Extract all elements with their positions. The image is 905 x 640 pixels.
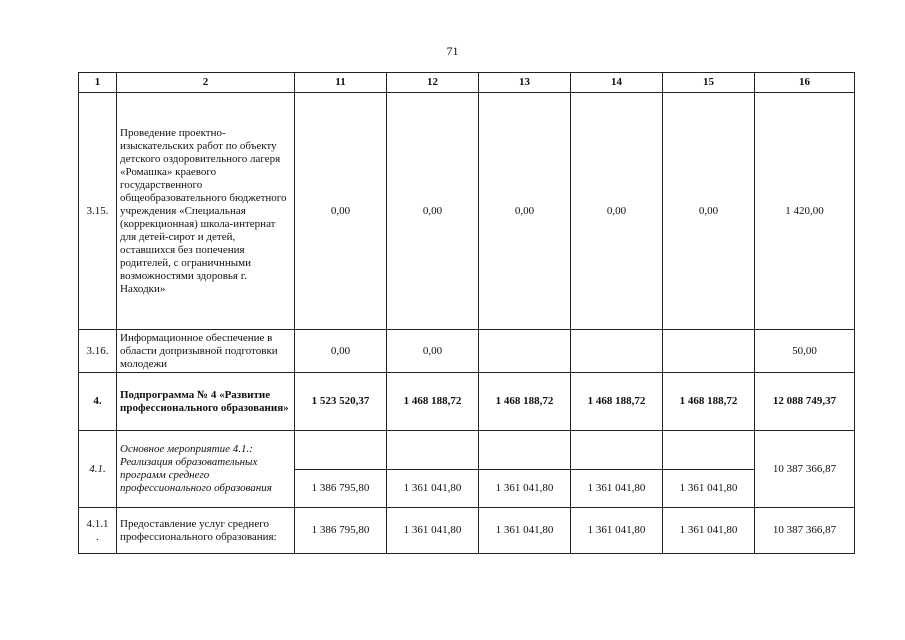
row-number-suffix: . xyxy=(96,530,99,543)
header-col-2: 2 xyxy=(117,73,295,93)
header-col-15: 15 xyxy=(663,73,755,93)
cell-col-14: 1 361 041,80 xyxy=(571,470,663,508)
table-row xyxy=(79,330,855,373)
header-col-11: 11 xyxy=(295,73,387,93)
header-col-16: 16 xyxy=(755,73,855,93)
cell-col-15: 0,00 xyxy=(663,93,755,330)
cell-empty xyxy=(663,431,755,470)
budget-table xyxy=(78,72,855,554)
cell-col-15: 1 361 041,80 xyxy=(663,470,755,508)
cell-col-12: 0,00 xyxy=(387,330,479,373)
cell-col-11: 1 523 520,37 xyxy=(295,373,387,431)
table-row xyxy=(79,93,855,330)
table-row xyxy=(79,431,855,470)
table-row xyxy=(79,508,855,554)
cell-col-12: 1 361 041,80 xyxy=(387,508,479,554)
cell-col-13: 0,00 xyxy=(479,93,571,330)
cell-col-11: 0,00 xyxy=(295,93,387,330)
cell-col-16: 12 088 749,37 xyxy=(755,373,855,431)
cell-col-14: 0,00 xyxy=(571,93,663,330)
cell-col-16: 1 420,00 xyxy=(755,93,855,330)
cell-col-14 xyxy=(571,330,663,373)
row-name: Информационное обеспечение в области допризывной подготовки молодежи xyxy=(117,330,295,373)
cell-col-12: 1 468 188,72 xyxy=(387,373,479,431)
row-name: Подпрограмма № 4 «Развитие профессионального образования» xyxy=(117,373,295,431)
row-name: Предоставление услуг среднего профессионального образования: xyxy=(117,508,295,554)
cell-col-14: 1 361 041,80 xyxy=(571,508,663,554)
row-number: 3.16. xyxy=(79,330,117,373)
header-row xyxy=(79,73,855,93)
cell-col-16: 10 387 366,87 xyxy=(755,431,855,508)
cell-col-13 xyxy=(479,330,571,373)
cell-col-13: 1 361 041,80 xyxy=(479,508,571,554)
cell-empty xyxy=(387,431,479,470)
cell-col-12: 1 361 041,80 xyxy=(387,470,479,508)
cell-col-15: 1 361 041,80 xyxy=(663,508,755,554)
row-number-text: 4.1.1 xyxy=(86,517,109,530)
cell-col-13: 1 361 041,80 xyxy=(479,470,571,508)
header-col-13: 13 xyxy=(479,73,571,93)
cell-empty xyxy=(479,431,571,470)
page-number: 71 xyxy=(446,44,459,58)
cell-col-15: 1 468 188,72 xyxy=(663,373,755,431)
cell-empty xyxy=(295,431,387,470)
row-name: Проведение проектно-изыскательских работ по объекту детского оздоровительного лагеря «Ромашка» краевого государственного общеобразовательного бюджетного учреждения «Специальная (коррекционная) школа-интернат для детей-сирот и детей, оставшихся без попечения родителей, с ограничнными возможностями здоровья г. Находки» xyxy=(117,93,295,330)
row-number: 3.15. xyxy=(79,93,117,330)
cell-col-12: 0,00 xyxy=(387,93,479,330)
row-number: 4.1. xyxy=(79,431,117,508)
header-col-12: 12 xyxy=(387,73,479,93)
cell-col-11: 1 386 795,80 xyxy=(295,470,387,508)
cell-col-16: 10 387 366,87 xyxy=(755,508,855,554)
header-col-1: 1 xyxy=(79,73,117,93)
cell-col-16: 50,00 xyxy=(755,330,855,373)
cell-col-11: 0,00 xyxy=(295,330,387,373)
cell-col-14: 1 468 188,72 xyxy=(571,373,663,431)
table-row xyxy=(79,373,855,431)
cell-empty xyxy=(571,431,663,470)
cell-col-13: 1 468 188,72 xyxy=(479,373,571,431)
row-number: 4. xyxy=(79,373,117,431)
row-name: Основное мероприятие 4.1.: Реализация образовательных программ среднего профессионального образования xyxy=(117,431,295,508)
row-number xyxy=(79,508,117,554)
cell-col-15 xyxy=(663,330,755,373)
header-col-14: 14 xyxy=(571,73,663,93)
cell-col-11: 1 386 795,80 xyxy=(295,508,387,554)
